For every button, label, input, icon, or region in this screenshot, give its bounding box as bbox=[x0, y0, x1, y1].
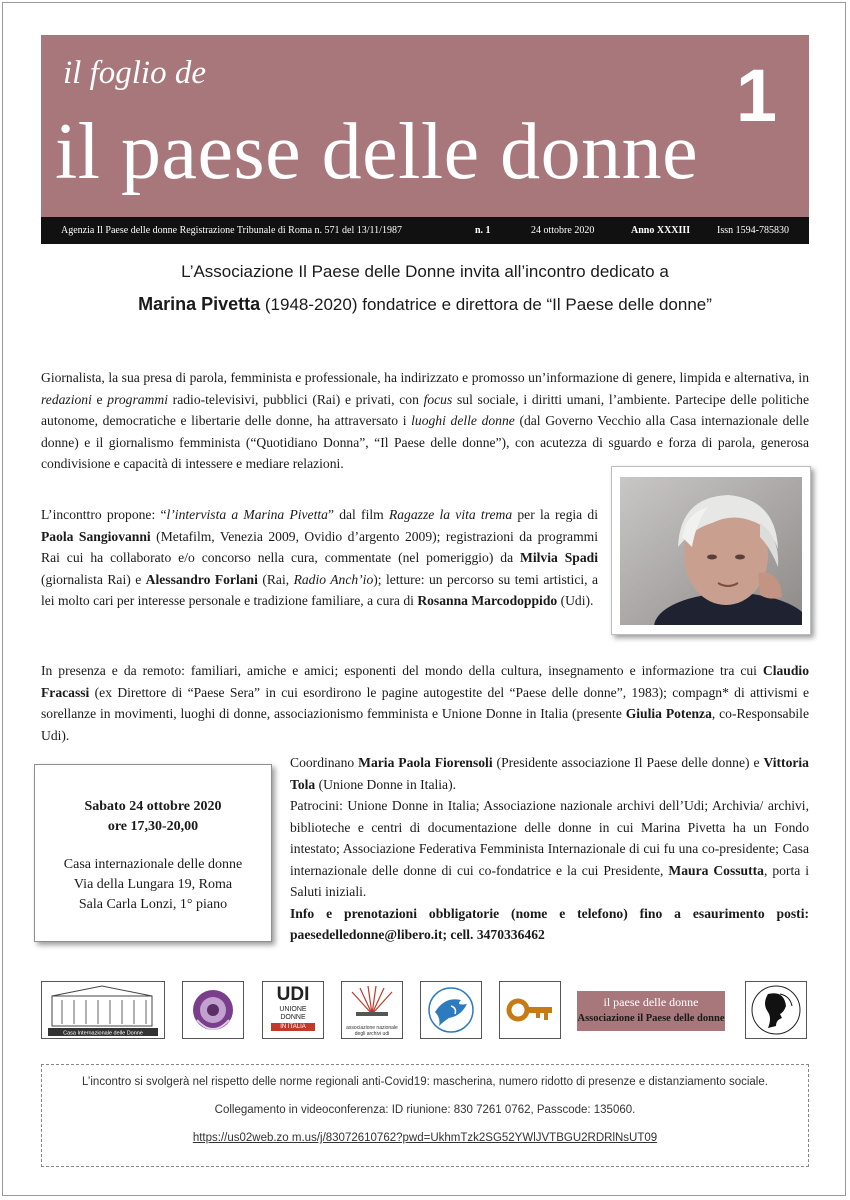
udi-logo-line4: IN ITALIA bbox=[271, 1023, 315, 1031]
woman-profile-logo bbox=[745, 981, 807, 1039]
issue-year: Anno XXXIII bbox=[631, 225, 691, 236]
casa-logo-text: Casa Internazionale delle Donne bbox=[63, 1030, 143, 1037]
portrait-image bbox=[620, 477, 802, 625]
zoom-link[interactable]: https://us02web.zo m.us/j/83072610762?pwd=UkhmTzk2SG52YWlJVTBGU2RDRlNsUT09 bbox=[192, 1132, 658, 1144]
event-date: Sabato 24 ottobre 2020 bbox=[84, 799, 222, 814]
issue-number: 1 bbox=[735, 54, 777, 137]
key-logo bbox=[499, 981, 561, 1039]
videoconference-info: Collegamento in videoconferenza: ID riunione: 830 7261 0762, Passcode: 135060. bbox=[214, 1104, 636, 1116]
archivi-udi-logo bbox=[341, 981, 403, 1039]
footer-notice-box bbox=[41, 1064, 809, 1167]
portrait-photo bbox=[611, 466, 811, 635]
paese-delle-donne-logo bbox=[577, 991, 725, 1031]
issue-date: 24 ottobre 2020 bbox=[531, 225, 595, 236]
event-details-box bbox=[34, 764, 272, 942]
bio-paragraph: Giornalista, la sua presa di parola, femminista e professionale, ha indirizzato e promosso un’informazione di genere, limpida e alternativa, in redazioni e programmi radio-televisivi, pubblici (Rai) e privati, con focus sul sociale, i diritti umani, l’ambiente. Partecipe delle politiche autonome, democratiche e libertarie delle donne, ha attraversato i luoghi delle donne (dal Governo Vecchio alla Casa internazionale delle donne) e il giornalismo femminista (“Quotidiano Donna”, “Il Paese delle donne”), con acutezza di sguardo e forza di parola, generosa condivisione e capacità di intessere e mediare relazioni. bbox=[41, 370, 809, 471]
brand-logo-subtitle: Associazione il Paese delle donne bbox=[577, 1013, 725, 1024]
info-line: Info e prenotazioni obbligatorie (nome e telefono) fino a esaurimento posti: paesedelledonne@libero.it; cell. 3470336462 bbox=[290, 905, 809, 942]
registration-text: Agenzia Il Paese delle donne Registrazione Tribunale di Roma n. 571 del 13/11/1987 bbox=[61, 225, 402, 236]
udi-logo bbox=[262, 981, 324, 1039]
udi-logo-line2: UNIONE bbox=[279, 1006, 307, 1013]
invitation-subheading bbox=[0, 294, 850, 315]
brand-logo-title: il paese delle donne bbox=[603, 995, 699, 1009]
event-room: Sala Carla Lonzi, 1° piano bbox=[78, 897, 228, 912]
udi-logo-line3: DONNE bbox=[280, 1014, 306, 1021]
honoree-description: (1948-2020) fondatrice e direttora de “Il Paese delle donne” bbox=[260, 295, 712, 314]
event-venue: Casa internazionale delle donne bbox=[63, 857, 243, 872]
masthead bbox=[41, 35, 809, 217]
attendees-paragraph: In presenza e da remoto: familiari, amiche e amici; esponenti del mondo della cultura, insegnamento e informazione tra cui Claudio Fracassi (ex Direttore di “Paese Sera” in cui esordirono le pagine autogestite del “Paese delle donne”, 1983); compagn* di attivismi e sorellanze in movimenti, luoghi di donne, associazionismo femminista e Unione Donne in Italia (presente Giulia Potenza, co-Responsabile Udi). bbox=[41, 663, 809, 743]
archivia-logo bbox=[182, 981, 244, 1039]
issn: Issn 1594-785830 bbox=[717, 225, 789, 236]
covid-notice: L’incontro si svolgerà nel rispetto delle norme regionali anti-Covid19: mascherina, numero ridotto di presenze e distanziamento sociale. bbox=[82, 1076, 768, 1088]
info-bar bbox=[41, 217, 809, 244]
program-paragraph: L’inconttro propone: “l’intervista a Marina Pivetta” dal film Ragazze la vita trema per la regia di Paola Sangiovanni (Metafilm, Venezia 2009, Ovidio d’argento 2009); registrazioni da programmi Rai cui ha collaborato e/o concorso nella cura, commentate (nel pomeriggio) da Milvia Spadi (giornalista Rai) e Alessandro Forlani (Rai, Radio Anch’io); letture: un percorso su temi artistici, a lei molto cari per interesse personale e tradizione familiare, a cura di Rosanna Marcodoppido (Udi). bbox=[41, 507, 598, 608]
organizers-paragraph: Coordinano Maria Paola Fiorensoli (Presidente associazione Il Paese delle donne) e Vittoria Tola (Unione Donne in Italia). Patrocini: Unione Donne in Italia; Associazione nazionale archivi dell’Udi; Archivia/ archivi, biblioteche e centri di documentazione delle donne in cui Marina Pivetta ha un Fondo intestato; Associazione Federativa Femminista Internazionale di cui fu una co-presidente; Casa internazionale delle donne di cui co-fondatrice e la cui Presidente, Maura Cossutta, porta i Saluti iniziali. Info e prenotazioni obbligatorie (nome e telefono) fino a esaurimento posti: paesedelledonne@libero.it; cell. 3470336462 bbox=[290, 755, 809, 942]
masthead-subtitle: il foglio de bbox=[63, 55, 206, 91]
issue-label: n. 1 bbox=[475, 225, 491, 236]
event-time: ore 17,30-20,00 bbox=[107, 819, 199, 834]
aff-dove-logo bbox=[420, 981, 482, 1039]
invitation-heading: L’Associazione Il Paese delle Donne invita all’incontro dedicato a bbox=[181, 262, 669, 281]
udi-logo-title: UDI bbox=[276, 984, 310, 1005]
honoree-name: Marina Pivetta bbox=[138, 294, 261, 314]
casa-internazionale-logo bbox=[41, 981, 165, 1039]
event-address: Via della Lungara 19, Roma bbox=[73, 877, 233, 892]
masthead-title: il paese delle donne bbox=[55, 108, 699, 196]
archivi-logo-text: associazione nazionale degli archivi udi bbox=[346, 1025, 398, 1037]
